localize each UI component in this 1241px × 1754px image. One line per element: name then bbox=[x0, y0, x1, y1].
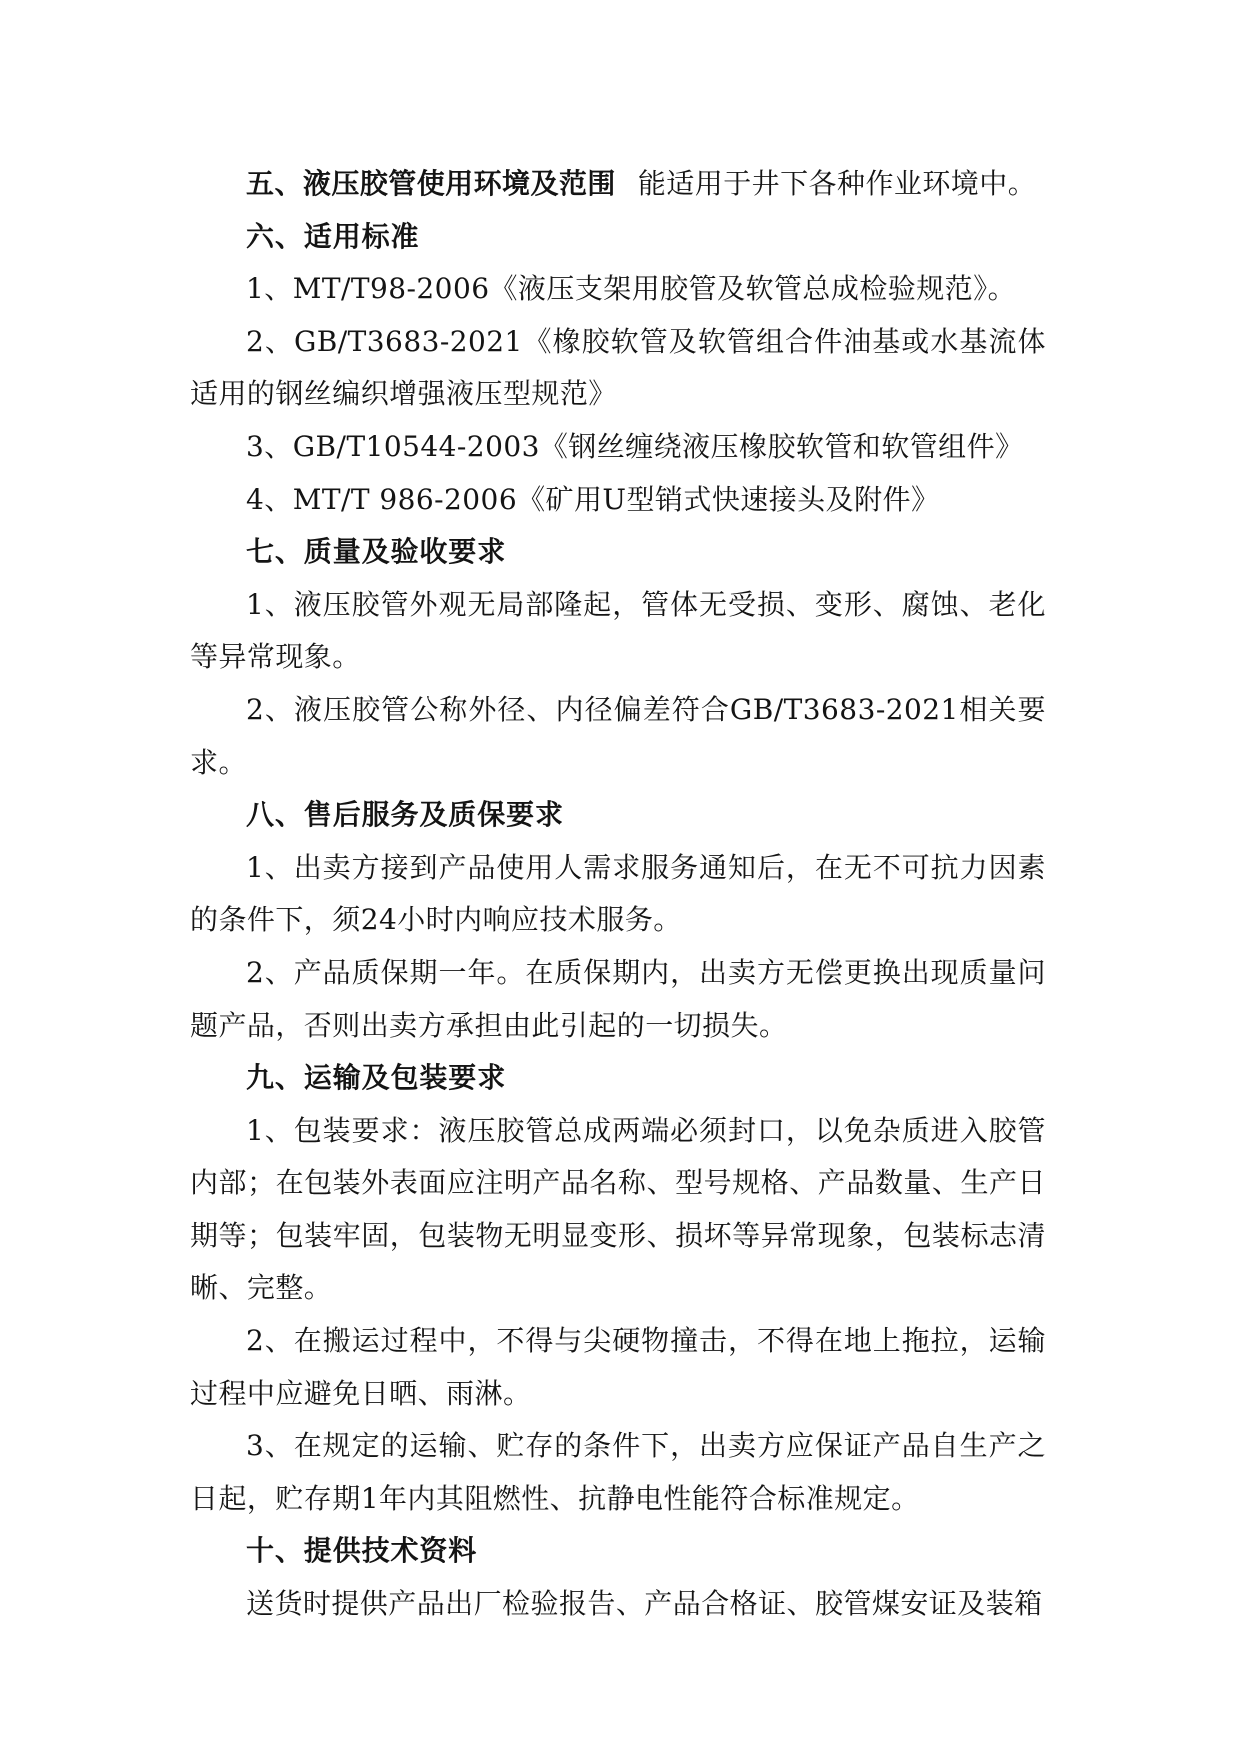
section-8-heading: 八、售后服务及质保要求 bbox=[246, 798, 564, 832]
section-6-item-4: 4、MT/T 986-2006《矿用U型销式快速接头及附件》 bbox=[246, 482, 940, 516]
section-7-heading: 七、质量及验收要求 bbox=[246, 535, 507, 569]
section-9-item-3: 3、在规定的运输、贮存的条件下，出卖方应保证产品自生产之日起，贮存期1年内其阻燃性、抗静电性能符合标准规定。 bbox=[190, 1429, 1046, 1515]
section-6-item-1: 1、MT/T98-2006《液压支架用胶管及软管总成检验规范》。 bbox=[246, 272, 1017, 306]
section-5-heading: 五、液压胶管使用环境及范围 bbox=[246, 167, 616, 200]
section-8-item-1: 1、出卖方接到产品使用人需求服务通知后，在无不可抗力因素的条件下，须24小时内响应技术服务。 bbox=[190, 850, 1046, 937]
document-body bbox=[190, 158, 1046, 1631]
section-6-item-3: 3、GB/T10544-2003《钢丝缠绕液压橡胶软管和软管组件》 bbox=[246, 429, 1024, 463]
section-9-heading: 九、运输及包装要求 bbox=[246, 1061, 507, 1095]
section-6-heading: 六、适用标准 bbox=[246, 219, 420, 253]
section-10-heading: 十、提供技术资料 bbox=[246, 1534, 478, 1568]
section-5-paragraph bbox=[190, 158, 1046, 211]
section-10-text: 送货时提供产品出厂检验报告、产品合格证、胶管煤安证及装箱 bbox=[246, 1587, 1043, 1621]
section-5-text: 能适用于井下各种作业环境中。 bbox=[637, 167, 1037, 200]
section-7-item-1: 1、液压胶管外观无局部隆起，管体无受损、变形、腐蚀、老化等异常现象。 bbox=[190, 587, 1046, 674]
section-7-item-2: 2、液压胶管公称外径、内径偏差符合GB/T3683-2021相关要求。 bbox=[190, 692, 1046, 779]
section-9-item-1: 1、包装要求：液压胶管总成两端必须封口，以免杂质进入胶管内部；在包装外表面应注明产品名称、型号规格、产品数量、生产日期等；包装牢固，包装物无明显变形、损坏等异常现象，包装标志清晰、完整。 bbox=[190, 1113, 1046, 1305]
section-9-item-2: 2、在搬运过程中，不得与尖硬物撞击，不得在地上拖拉，运输过程中应避免日晒、雨淋。 bbox=[190, 1324, 1046, 1410]
section-6-item-2: 2、GB/T3683-2021《橡胶软管及软管组合件油基或水基流体适用的钢丝编织增强液压型规范》 bbox=[190, 324, 1046, 411]
section-8-item-2: 2、产品质保期一年。在质保期内，出卖方无偿更换出现质量问题产品，否则出卖方承担由此引起的一切损失。 bbox=[190, 955, 1046, 1042]
